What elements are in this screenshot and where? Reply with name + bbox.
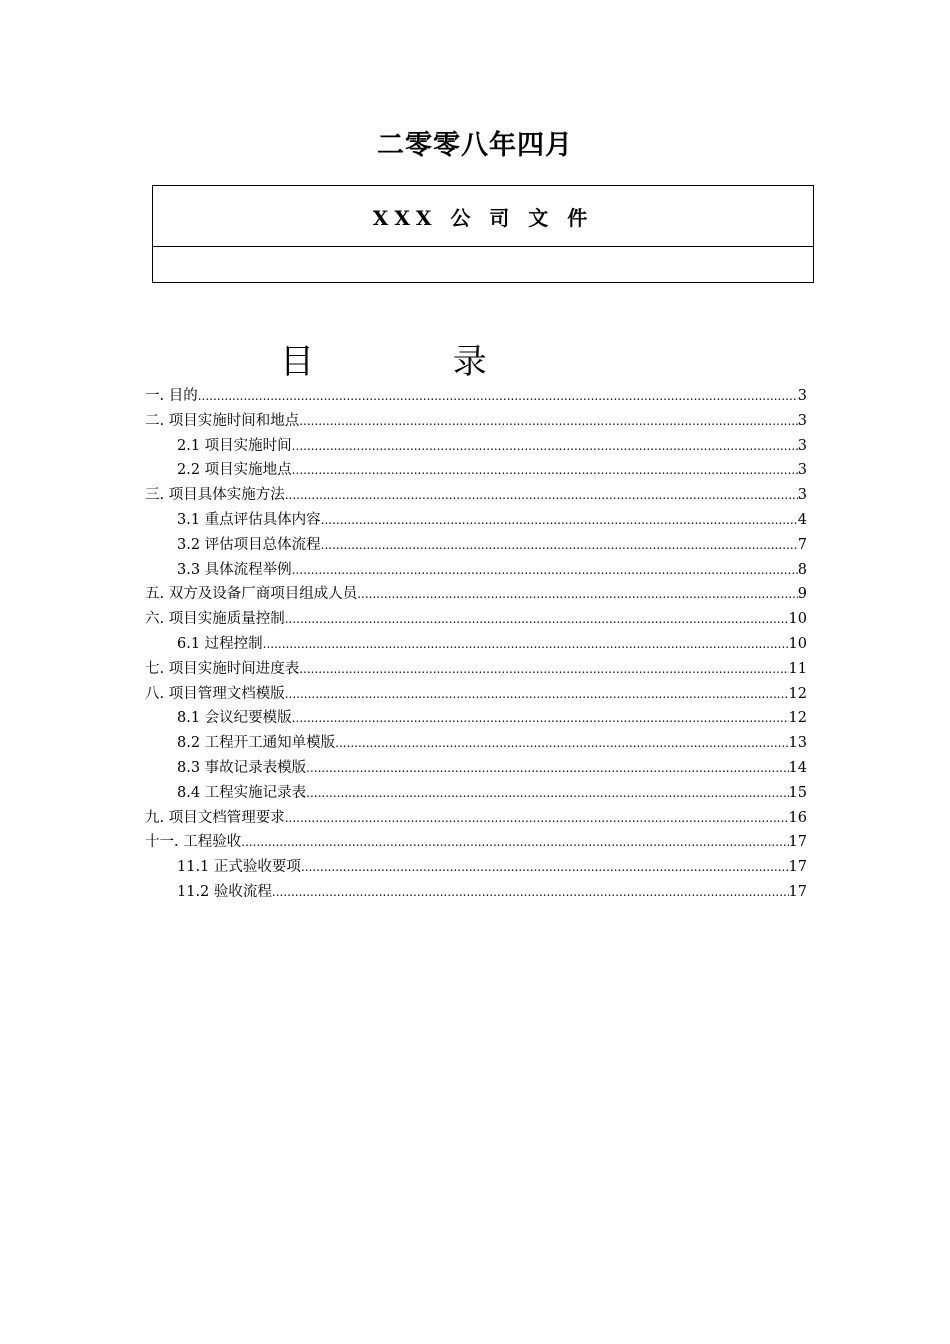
toc-entry[interactable] xyxy=(145,607,807,632)
company-document-empty-row xyxy=(153,247,813,281)
toc-entry-page-number: 9 xyxy=(797,586,807,603)
company-document-box xyxy=(152,185,814,283)
toc-entry[interactable] xyxy=(145,508,807,533)
toc-entry-label: 九. 项目文档管理要求 xyxy=(145,809,285,826)
toc-entry-label: 三. 项目具体实施方法 xyxy=(145,487,285,504)
toc-entry-page-number: 4 xyxy=(797,511,807,528)
toc-entry[interactable] xyxy=(145,682,807,707)
toc-dot-leader xyxy=(241,830,788,855)
toc-entry-page-number: 11 xyxy=(788,660,807,677)
toc-entry-page-number: 10 xyxy=(788,611,807,628)
document-date-title: 二零零八年四月 xyxy=(377,130,573,161)
toc-entry-page-number: 16 xyxy=(788,809,807,826)
toc-dot-leader xyxy=(263,632,789,657)
toc-entry-page-number: 12 xyxy=(788,710,807,727)
toc-dot-leader xyxy=(299,409,798,434)
toc-dot-leader xyxy=(285,483,798,508)
toc-entry-page-number: 7 xyxy=(797,536,807,553)
toc-entry[interactable] xyxy=(145,384,807,409)
toc-heading: 目 录 xyxy=(280,342,551,382)
toc-entry-page-number: 12 xyxy=(788,685,807,702)
toc-dot-leader xyxy=(306,756,788,781)
toc-entry-label: 11.2 验收流程 xyxy=(177,883,272,900)
toc-entry[interactable] xyxy=(145,558,807,583)
toc-entry[interactable] xyxy=(145,855,807,880)
toc-entry-page-number: 3 xyxy=(797,412,807,429)
toc-dot-leader xyxy=(306,781,788,806)
toc-entry-page-number: 3 xyxy=(797,388,807,404)
toc-dot-leader xyxy=(285,682,789,707)
toc-entry-page-number: 3 xyxy=(797,437,807,454)
toc-entry-page-number: 10 xyxy=(788,635,807,652)
toc-entry-page-number: 3 xyxy=(797,487,807,504)
toc-entry[interactable] xyxy=(145,706,807,731)
toc-entry[interactable] xyxy=(145,880,807,905)
toc-entry-label: 五. 双方及设备厂商项目组成人员 xyxy=(145,586,358,603)
toc-entry[interactable] xyxy=(145,409,807,434)
toc-entry-page-number: 3 xyxy=(797,462,807,479)
toc-entry[interactable] xyxy=(145,830,807,855)
toc-entry-label: 六. 项目实施质量控制 xyxy=(145,611,285,628)
toc-entry[interactable] xyxy=(145,632,807,657)
toc-entry-label: 2.2 项目实施地点 xyxy=(177,462,292,479)
toc-entry-page-number: 17 xyxy=(788,859,807,876)
toc-dot-leader xyxy=(299,657,788,682)
toc-dot-leader xyxy=(198,384,798,409)
toc-entry-label: 八. 项目管理文档模版 xyxy=(145,685,285,702)
toc-entry-page-number: 17 xyxy=(788,834,807,851)
toc-entry-label: 3.2 评估项目总体流程 xyxy=(177,536,321,553)
toc-entry[interactable] xyxy=(145,582,807,607)
toc-entry-label: 2.1 项目实施时间 xyxy=(177,437,292,454)
toc-entry[interactable] xyxy=(145,731,807,756)
company-document-title: XXX 公 司 文 件 xyxy=(153,186,813,247)
toc-entry-page-number: 13 xyxy=(788,735,807,752)
toc-dot-leader xyxy=(285,806,789,831)
toc-entry-label: 3.1 重点评估具体内容 xyxy=(177,511,321,528)
toc-entry[interactable] xyxy=(145,756,807,781)
toc-entry-label: 6.1 过程控制 xyxy=(177,635,263,652)
toc-entry-label: 七. 项目实施时间进度表 xyxy=(145,660,300,677)
toc-entry[interactable] xyxy=(145,458,807,483)
toc-dot-leader xyxy=(292,558,798,583)
toc-dot-leader xyxy=(292,434,798,459)
toc-dot-leader xyxy=(335,731,788,756)
toc-entry-label: 8.3 事故记录表模版 xyxy=(177,759,307,776)
toc-entry-label: 一. 目的 xyxy=(145,388,198,404)
toc-entry-label: 11.1 正式验收要项 xyxy=(177,859,301,876)
toc-dot-leader xyxy=(292,706,789,731)
toc-entry-label: 十一. 工程验收 xyxy=(145,834,242,851)
toc-entry-label: 二. 项目实施时间和地点 xyxy=(145,412,300,429)
toc-entry-label: 3.3 具体流程举例 xyxy=(177,561,292,578)
table-of-contents xyxy=(145,384,807,905)
toc-entry-page-number: 14 xyxy=(788,759,807,776)
toc-entry-page-number: 8 xyxy=(797,561,807,578)
toc-entry[interactable] xyxy=(145,657,807,682)
toc-dot-leader xyxy=(321,508,798,533)
toc-dot-leader xyxy=(357,582,798,607)
toc-dot-leader xyxy=(292,458,798,483)
toc-entry-page-number: 15 xyxy=(788,784,807,801)
toc-dot-leader xyxy=(285,607,789,632)
toc-dot-leader xyxy=(301,855,789,880)
toc-entry-label: 8.2 工程开工通知单模版 xyxy=(177,735,336,752)
toc-entry[interactable] xyxy=(145,781,807,806)
toc-dot-leader xyxy=(321,533,798,558)
toc-entry-page-number: 17 xyxy=(788,883,807,900)
toc-entry[interactable] xyxy=(145,533,807,558)
toc-entry-label: 8.4 工程实施记录表 xyxy=(177,784,307,801)
toc-entry[interactable] xyxy=(145,483,807,508)
toc-entry[interactable] xyxy=(145,434,807,459)
toc-entry[interactable] xyxy=(145,806,807,831)
toc-dot-leader xyxy=(272,880,789,905)
toc-entry-label: 8.1 会议纪要模版 xyxy=(177,710,292,727)
